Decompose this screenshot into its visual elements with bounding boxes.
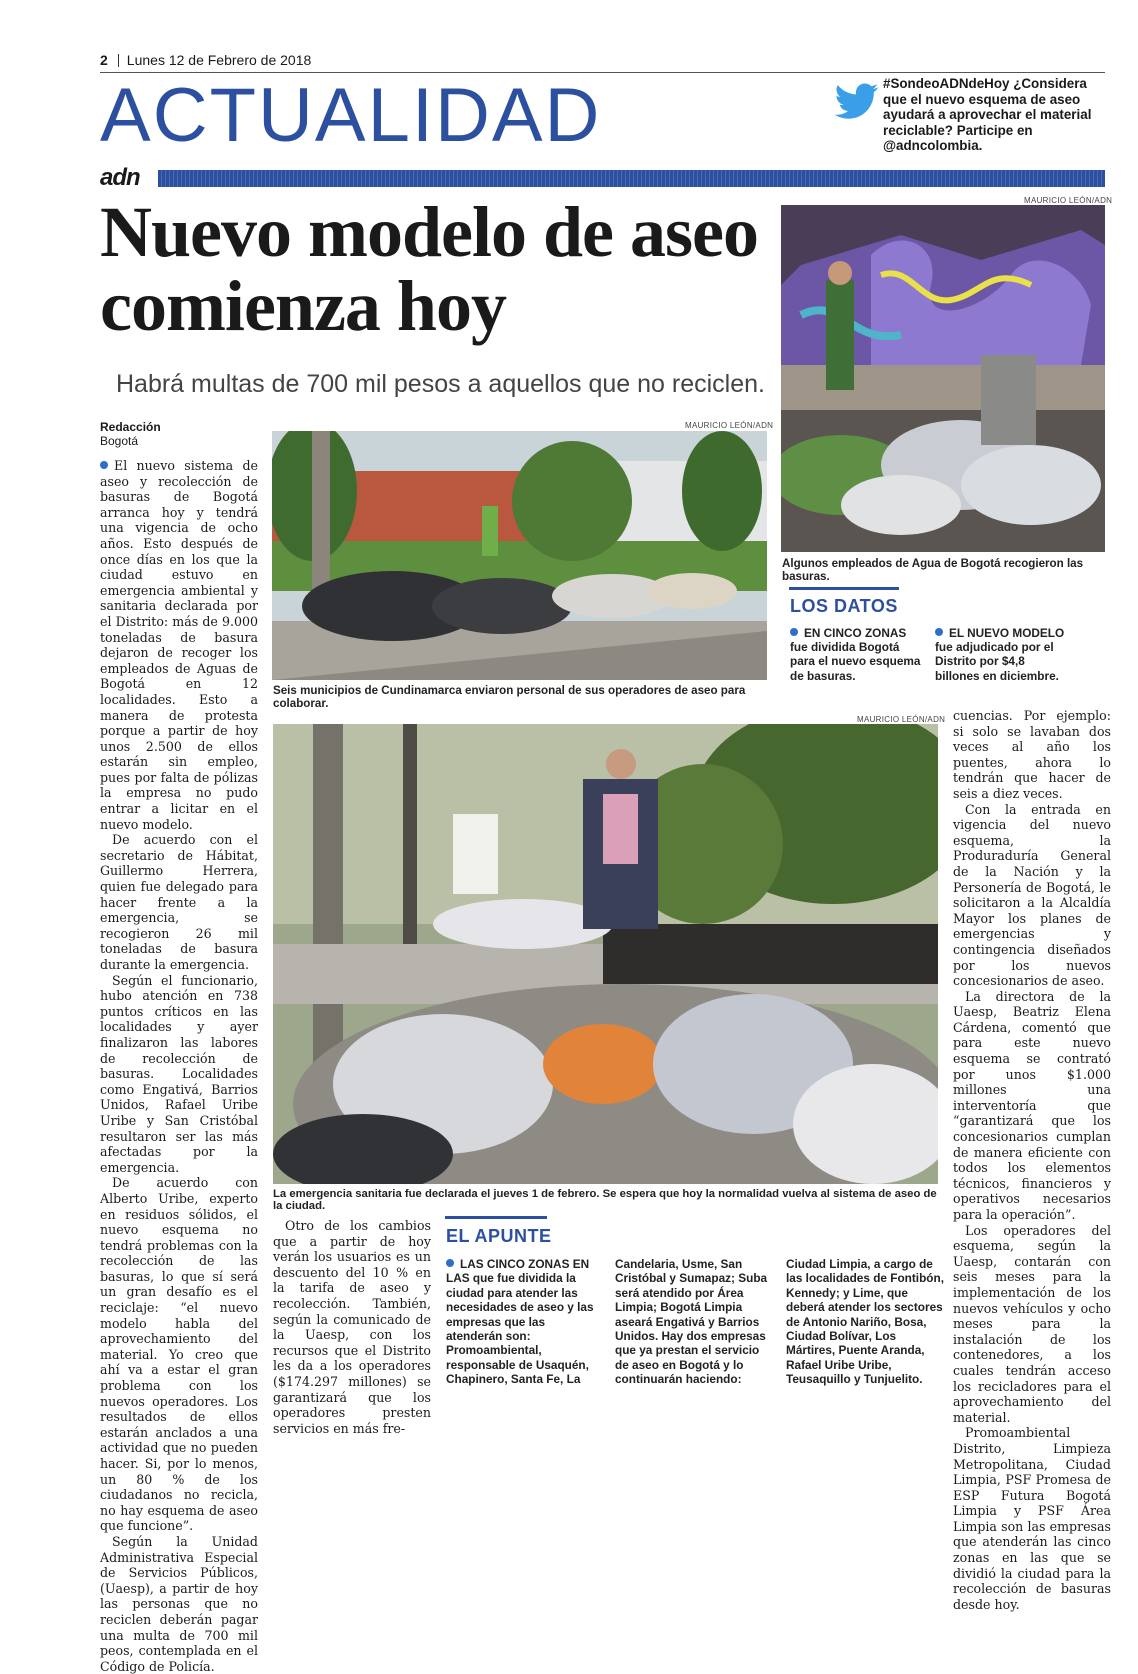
bullet-icon bbox=[935, 628, 943, 636]
body-paragraph: De acuerdo con el secretario de Hábitat, Guillermo Herrera, quien fue delegado para hacer frente a la emergencia, se recogieron 26 mil toneladas de basura durante la emergencia. bbox=[100, 832, 258, 972]
los-datos-title: LOS DATOS bbox=[790, 596, 898, 616]
body-paragraph: La directora de la Uaesp, Beatriz Elena Cárdena, comentó que para este nuevo esquema se contrató por unos $1.000 millones una interventoría que “garantizará que los concesionarios cumplan de manera eficiente con todos los elementos técnicos, financieros y operativos necesarios para la operación”. bbox=[953, 988, 1111, 1222]
apunte-label: LAS CINCO ZONAS EN LAS bbox=[446, 1257, 590, 1286]
adn-logo: adn bbox=[100, 164, 140, 191]
body-paragraph: Promoambiental Distrito, Limpieza Metropolitana, Ciudad Limpia, PSF Promesa de ESP Futura Bogotá Limpia y PSF Área Limpia son las empresas que atenderán las cinco zonas en las que se dividió la ciudad para la recolección de basuras desde hoy. bbox=[953, 1425, 1111, 1612]
dato-item bbox=[790, 626, 925, 683]
issue-date: Lunes 12 de Febrero de 2018 bbox=[126, 52, 312, 68]
body-paragraph: El nuevo sistema de aseo y recolección de basuras de Bogotá arranca hoy y tendrá una vigencia de ocho años. Esto después de once días en los que la ciudad estuvo en emergencia ambiental y sanitaria declarada por el Distrito: más de 9.000 toneladas de basura dejaron de recoger los empleados de Aguas de Bogotá en 12 localidades. Esto a manera de protesta porque a partir de hoy unos 2.500 de ellos estarán sin empleo, pues por falta de pólizas la empresa no pudo entrar a licitar en el nuevo modelo. bbox=[100, 458, 258, 832]
dato-label: EN CINCO ZONAS bbox=[804, 626, 907, 640]
bullet-icon bbox=[446, 1259, 454, 1267]
el-apunte-title: EL APUNTE bbox=[446, 1226, 552, 1246]
headline: Nuevo modelo de aseo comienza hoy bbox=[100, 192, 758, 346]
page-number: 2 bbox=[100, 52, 108, 68]
dato-text: fue adjudicado por el Distrito por $4,8 billones en diciembre. bbox=[935, 640, 1059, 683]
body-column-3 bbox=[953, 708, 1111, 1612]
photo-credit-middle: MAURICIO LEÓN/ADN bbox=[685, 421, 774, 430]
body-paragraph: Con la entrada en vigencia del nuevo esquema, la Produraduría General de la Nación y la Personería de Bogotá, le solicitaron a la Alcaldía Mayor los planes de emergencias y contingencia diseñados por los nuevos concesionarios de aseo. bbox=[953, 801, 1111, 989]
dato-label: EL NUEVO MODELO bbox=[949, 626, 1065, 640]
apunte-column-3: Ciudad Limpia, a cargo de las localidades de Fontibón, Kennedy; y Lime, que deberá atender los sectores de Antonio Nariño, Bosa, Ciudad Bolívar, Los Mártires, Puente Aranda, Rafael Uribe Uribe, Teusaquillo y Tunjuelito. bbox=[786, 1257, 944, 1387]
body-paragraph: Los operadores del esquema, según la Uaesp, contarán con seis meses para la implementación de los nuevos vehículos y ocho meses para la instalación de los contenedores, a los cuales tendrán acceso los recicladores para el aprovechamiento del material. bbox=[953, 1222, 1111, 1425]
twitter-poll-text: #SondeoADNdeHoy ¿Considera que el nuevo esquema de aseo ayudará a aprovechar el material reciclable? Participe en @adncolombia. bbox=[883, 76, 1092, 154]
page-folio bbox=[100, 52, 311, 68]
deck: Habrá multas de 700 mil pesos a aquellos que no reciclen. bbox=[116, 370, 765, 398]
apunte-text: que fue dividida la ciudad para atender las necesidades de aseo y las empresas que las atenderán son: Promoambiental, responsable de Usaquén, Chapinero, Santa Fe, La bbox=[446, 1271, 594, 1387]
dato-item bbox=[935, 626, 1070, 683]
bullet-icon bbox=[100, 461, 108, 469]
apunte-column-1 bbox=[446, 1257, 604, 1387]
photo-credit-bottom: MAURICIO LEÓN/ADN bbox=[857, 715, 946, 724]
body-column-1 bbox=[100, 458, 258, 1674]
photo-graffiti-wall bbox=[781, 205, 1105, 552]
body-paragraph: Según el funcionario, hubo atención en 738 puntos críticos en las localidades y ayer finalizaron las labores de recolección de basuras. Localidades como Engativá, Barrios Unidos, Rafael Uribe Uribe y San Cristóbal resultaron ser las más afectadas por la emergencia. bbox=[100, 972, 258, 1175]
twitter-bird-icon bbox=[835, 83, 879, 119]
body-paragraph: Otro de los cambios que a partir de hoy verán los usuarios es un descuento del 10 % en la tarifa de aseo y recolección. También, según la comunicado de la Uaesp, con los recursos que el Distrito les da a los operadores ($174.297 millones) se garantizará que los operadores presten servicios en más fre- bbox=[273, 1218, 431, 1436]
photo-man-garbage bbox=[273, 724, 938, 1184]
byline-city: Bogotá bbox=[100, 434, 139, 448]
photo-caption-bottom: La emergencia sanitaria fue declarada el jueves 1 de febrero. Se espera que hoy la normalidad vuelva al sistema de aseo de la ciudad. bbox=[273, 1188, 937, 1212]
photo-street-trash bbox=[272, 431, 767, 680]
section-title: ACTUALIDAD bbox=[100, 73, 602, 158]
los-datos-rule bbox=[789, 587, 899, 590]
dato-text: fue dividida Bogotá para el nuevo esquema de basuras. bbox=[790, 640, 921, 683]
apunte-column-2: Candelaria, Usme, San Cristóbal y Sumapaz; Suba será atendido por Área Limpia; Bogotá Limpia aseará Engativá y Barrios Unidos. Hay dos empresas que ya prestan el servicio de aseo en Bogotá y lo continuarán haciendo: bbox=[615, 1257, 768, 1387]
photo-credit-top: MAURICIO LEÓN/ADN bbox=[1024, 196, 1113, 205]
brand-bar bbox=[158, 170, 1105, 187]
body-paragraph: cuencias. Por ejemplo: si solo se lavaban dos veces al año los puentes, ahora lo tendrán que hacer de seis a diez veces. bbox=[953, 708, 1111, 801]
el-apunte-rule bbox=[445, 1216, 547, 1219]
photo-caption-top: Algunos empleados de Agua de Bogotá recogieron las basuras. bbox=[782, 557, 1084, 583]
body-column-2 bbox=[273, 1218, 431, 1436]
folio-divider bbox=[118, 54, 119, 67]
byline bbox=[100, 420, 161, 448]
body-paragraph: De acuerdo con Alberto Uribe, experto en residuos sólidos, el nuevo esquema no tendrá problemas con la recolección de las basuras, lo que sí será un gran desafío es el reciclaje: “el nuevo modelo habla del aprovechamiento del material. Yo creo que ahí va a estar el gran problema con los nuevos operadores. Los resultados de ellos estarán anclados a una actividad que no pueden hacer. Si, por lo menos, un 80 % de los ciudadanos no recicla, no hay esquema de aseo que funcione”. bbox=[100, 1175, 258, 1534]
photo-caption-middle: Seis municipios de Cundinamarca enviaron personal de sus operadores de aseo para colaborar. bbox=[273, 684, 746, 710]
body-paragraph: Según la Unidad Administrativa Especial de Servicios Públicos, (Uaesp), a partir de hoy las personas que no reciclen deberán pagar una multa de 700 mil peos, contemplada en el Código de Policía. bbox=[100, 1533, 258, 1674]
byline-author: Redacción bbox=[100, 420, 161, 434]
bullet-icon bbox=[790, 628, 798, 636]
